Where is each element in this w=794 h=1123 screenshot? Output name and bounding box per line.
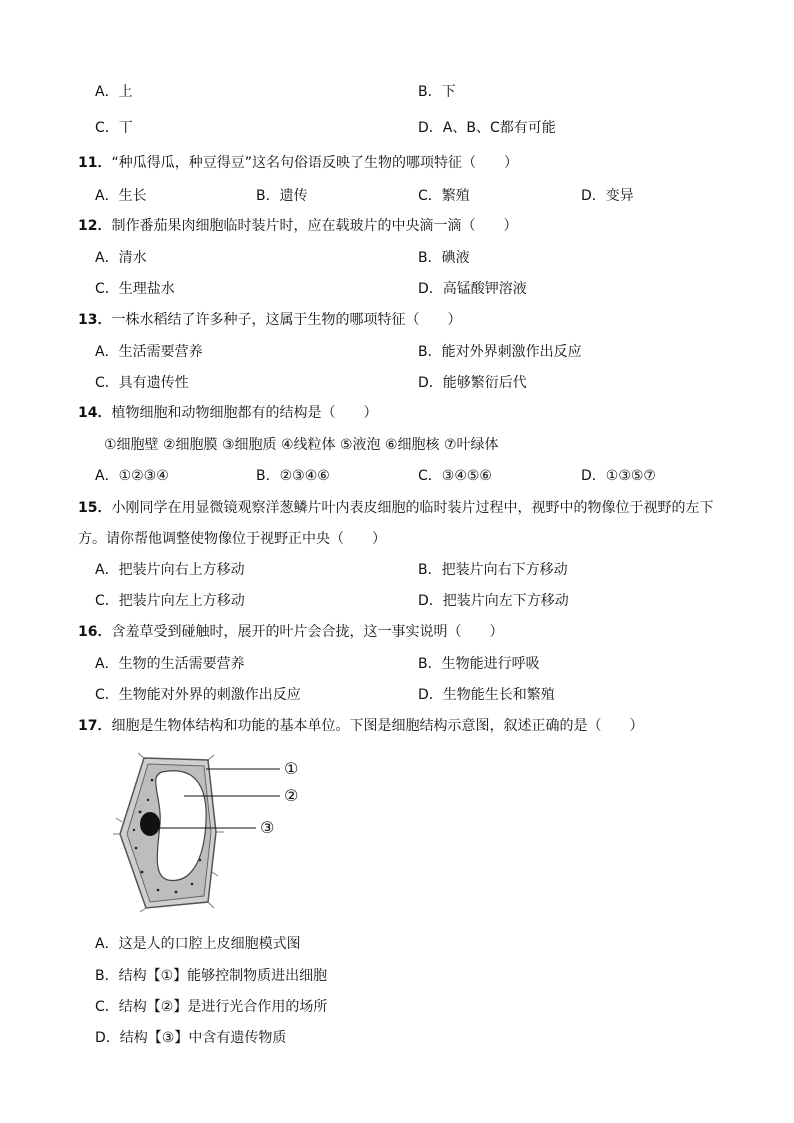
q13-option-c[interactable] xyxy=(95,373,189,393)
option-letter: C． xyxy=(95,999,119,1015)
option-text: 生活需要营养 xyxy=(118,344,203,360)
question-number: 12． xyxy=(78,218,112,234)
q16-stem xyxy=(78,622,503,642)
option-letter: D． xyxy=(581,188,606,204)
q15-option-a[interactable] xyxy=(95,560,245,580)
question-number: 13． xyxy=(78,312,112,328)
q12-option-d[interactable] xyxy=(418,279,527,299)
option-letter: D． xyxy=(418,593,443,609)
question-text: 制作番茄果肉细胞临时装片时，应在载玻片的中央滴一滴（ ） xyxy=(111,218,518,234)
q12-option-b[interactable] xyxy=(418,248,470,268)
option-letter: B． xyxy=(95,968,119,984)
option-letter: B． xyxy=(256,188,280,204)
q13-option-d[interactable] xyxy=(418,373,527,393)
q10-option-a[interactable] xyxy=(95,82,133,102)
option-text: 把装片向右下方移动 xyxy=(441,562,568,578)
option-text: 生物能生长和繁殖 xyxy=(442,687,555,703)
q17-stem xyxy=(78,716,643,736)
option-letter: C． xyxy=(95,281,119,297)
option-letter: D． xyxy=(418,281,443,297)
question-text: 一株水稻结了许多种子，这属于生物的哪项特征（ ） xyxy=(111,312,462,328)
option-text: ①②③④ xyxy=(118,468,169,484)
option-letter: C． xyxy=(95,375,119,391)
option-text: 这是人的口腔上皮细胞模式图 xyxy=(118,936,301,952)
q16-option-c[interactable] xyxy=(95,685,301,705)
option-letter: A． xyxy=(95,84,119,100)
q13-option-b[interactable] xyxy=(418,342,582,362)
option-letter: A． xyxy=(95,936,119,952)
option-text: 高锰酸钾溶液 xyxy=(442,281,527,297)
q17-option-d[interactable] xyxy=(95,1028,286,1048)
q13-option-a[interactable] xyxy=(95,342,203,362)
option-letter: A． xyxy=(95,656,119,672)
option-letter: C． xyxy=(418,468,442,484)
figure-label-2: ② xyxy=(284,786,299,805)
q11-option-a[interactable] xyxy=(95,186,147,206)
option-letter: D． xyxy=(418,120,443,136)
question-number: 16． xyxy=(78,624,112,640)
option-letter: B． xyxy=(418,656,442,672)
q11-option-b[interactable] xyxy=(256,186,308,206)
q15-option-d[interactable] xyxy=(418,591,569,611)
option-text: ①③⑤⑦ xyxy=(605,468,656,484)
q13-stem xyxy=(78,310,461,330)
q12-stem xyxy=(78,216,517,236)
option-text: 具有遗传性 xyxy=(118,375,189,391)
option-text: A、B、C都有可能 xyxy=(442,120,556,136)
option-text: 把装片向左上方移动 xyxy=(118,593,245,609)
option-text: 生理盐水 xyxy=(118,281,175,297)
option-text: 生物能对外界的刺激作出反应 xyxy=(118,687,301,703)
option-letter: D． xyxy=(418,687,443,703)
option-letter: A． xyxy=(95,188,119,204)
option-text: 把装片向右上方移动 xyxy=(118,562,245,578)
q17-option-c[interactable] xyxy=(95,997,327,1017)
q12-option-c[interactable] xyxy=(95,279,175,299)
option-text: 下 xyxy=(441,84,456,100)
option-letter: D． xyxy=(418,375,443,391)
option-text: 生长 xyxy=(118,188,147,204)
q14-structure-list: ①细胞壁 ②细胞膜 ③细胞质 ④线粒体 ⑤液泡 ⑥细胞核 ⑦叶绿体 xyxy=(104,437,499,453)
q17-option-b[interactable] xyxy=(95,966,327,986)
option-text: 变异 xyxy=(605,188,634,204)
q15-stem-line1 xyxy=(78,498,713,518)
nucleus xyxy=(140,812,160,836)
question-number: 17． xyxy=(78,718,112,734)
q10-option-c[interactable] xyxy=(95,118,133,138)
option-letter: B． xyxy=(418,344,442,360)
option-letter: B． xyxy=(418,250,442,266)
option-letter: C． xyxy=(418,188,442,204)
option-letter: C． xyxy=(95,687,119,703)
q14-option-b[interactable] xyxy=(256,466,330,486)
option-letter: A． xyxy=(95,468,119,484)
figure-label-3: ③ xyxy=(260,818,275,837)
figure-label-1: ① xyxy=(284,759,299,778)
option-letter: B． xyxy=(256,468,280,484)
question-text: 植物细胞和动物细胞都有的结构是（ ） xyxy=(111,405,378,421)
q10-option-b[interactable] xyxy=(418,82,456,102)
option-text: 繁殖 xyxy=(441,188,470,204)
question-text: 小刚同学在用显微镜观察洋葱鳞片叶内表皮细胞的临时装片过程中，视野中的物像位于视野的左下 xyxy=(111,500,714,516)
q12-option-a[interactable] xyxy=(95,248,147,268)
question-number: 11． xyxy=(78,155,112,171)
question-number: 14． xyxy=(78,405,112,421)
option-letter: C． xyxy=(95,593,119,609)
q15-option-b[interactable] xyxy=(418,560,568,580)
option-letter: B． xyxy=(418,562,442,578)
q14-stem xyxy=(78,403,377,423)
question-text: 细胞是生物体结构和功能的基本单位。下图是细胞结构示意图，叙述正确的是（ ） xyxy=(111,718,644,734)
option-text: ③④⑤⑥ xyxy=(441,468,492,484)
option-text: 丅 xyxy=(118,120,133,136)
option-letter: A． xyxy=(95,344,119,360)
question-text: “种瓜得瓜，种豆得豆”这名句俗语反映了生物的哪项特征（ ） xyxy=(111,155,518,171)
q16-option-b[interactable] xyxy=(418,654,540,674)
option-text: 清水 xyxy=(118,250,147,266)
q11-option-c[interactable] xyxy=(418,186,470,206)
q11-stem xyxy=(78,153,518,173)
q14-option-a[interactable] xyxy=(95,466,169,486)
option-letter: D． xyxy=(95,1030,120,1046)
plant-cell-diagram xyxy=(112,752,312,912)
option-letter: D． xyxy=(581,468,606,484)
option-text: 生物的生活需要营养 xyxy=(118,656,245,672)
option-letter: A． xyxy=(95,250,119,266)
q11-option-d[interactable] xyxy=(581,186,634,206)
option-letter: A． xyxy=(95,562,119,578)
option-letter: C． xyxy=(95,120,119,136)
option-letter: B． xyxy=(418,84,442,100)
option-text: 把装片向左下方移动 xyxy=(442,593,569,609)
option-text: 上 xyxy=(118,84,133,100)
option-text: 结构【②】是进行光合作用的场所 xyxy=(118,999,328,1015)
option-text: 碘液 xyxy=(441,250,470,266)
q14-option-c[interactable] xyxy=(418,466,492,486)
q15-stem-line2: 方。请你帮他调整使物像位于视野正中央（ ） xyxy=(78,531,386,547)
q16-option-a[interactable] xyxy=(95,654,245,674)
question-text: 含羞草受到碰触时，展开的叶片会合拢，这一事实说明（ ） xyxy=(111,624,504,640)
option-text: 生物能进行呼吸 xyxy=(441,656,540,672)
option-text: 结构【①】能够控制物质进出细胞 xyxy=(118,968,328,984)
option-text: 遗传 xyxy=(279,188,308,204)
option-text: ②③④⑥ xyxy=(279,468,330,484)
q17-option-a[interactable] xyxy=(95,934,301,954)
option-text: 能对外界刺激作出反应 xyxy=(441,344,582,360)
option-text: 结构【③】中含有遗传物质 xyxy=(119,1030,287,1046)
q16-option-d[interactable] xyxy=(418,685,555,705)
plant-cell-svg xyxy=(112,752,312,912)
q15-option-c[interactable] xyxy=(95,591,245,611)
option-text: 能够繁衍后代 xyxy=(442,375,527,391)
q10-option-d[interactable] xyxy=(418,118,556,138)
question-number: 15． xyxy=(78,500,112,516)
q14-option-d[interactable] xyxy=(581,466,656,486)
